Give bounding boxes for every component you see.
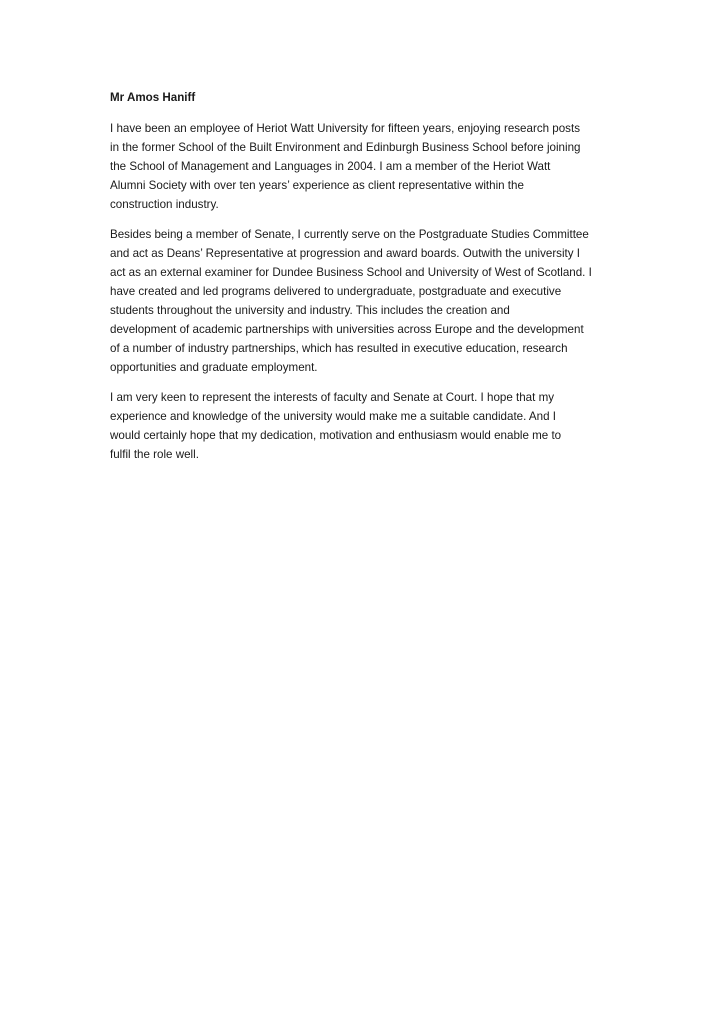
- text-line: and act as Deans’ Representative at progression and award boards. Outwith the university I: [110, 247, 581, 260]
- text-line: experience and knowledge of the university would make me a suitable candidate. And I: [110, 410, 556, 423]
- document-body: [110, 88, 620, 475]
- text-line: of a number of industry partnerships, which has resulted in executive education, research: [110, 342, 568, 355]
- text-line: would certainly hope that my dedication, motivation and enthusiasm would enable me to: [110, 429, 562, 442]
- text-line: act as an external examiner for Dundee Business School and University of West of Scotland. I: [110, 266, 592, 279]
- text-line: development of academic partnerships with universities across Europe and the development: [110, 323, 584, 336]
- text-line: have created and led programs delivered to undergraduate, postgraduate and executive: [110, 285, 562, 298]
- paragraph-roles: [110, 225, 620, 377]
- text-line: Besides being a member of Senate, I currently serve on the Postgraduate Studies Committee: [110, 228, 589, 241]
- text-line: construction industry.: [110, 198, 219, 211]
- text-line: Alumni Society with over ten years’ experience as client representative within the: [110, 179, 524, 192]
- paragraph-motivation: [110, 388, 620, 464]
- text-line: students throughout the university and industry. This includes the creation and: [110, 304, 510, 317]
- text-line: I am very keen to represent the interests of faculty and Senate at Court. I hope that my: [110, 391, 555, 404]
- text-line: I have been an employee of Heriot Watt University for fifteen years, enjoying research posts: [110, 122, 580, 135]
- text-line: in the former School of the Built Environment and Edinburgh Business School before joining: [110, 141, 581, 154]
- text-line: fulfil the role well.: [110, 448, 199, 461]
- text-line: opportunities and graduate employment.: [110, 361, 318, 374]
- candidate-name-heading: Mr Amos Haniff: [110, 91, 196, 104]
- paragraph-employment: [110, 119, 620, 214]
- text-line: the School of Management and Languages in 2004. I am a member of the Heriot Watt: [110, 160, 551, 173]
